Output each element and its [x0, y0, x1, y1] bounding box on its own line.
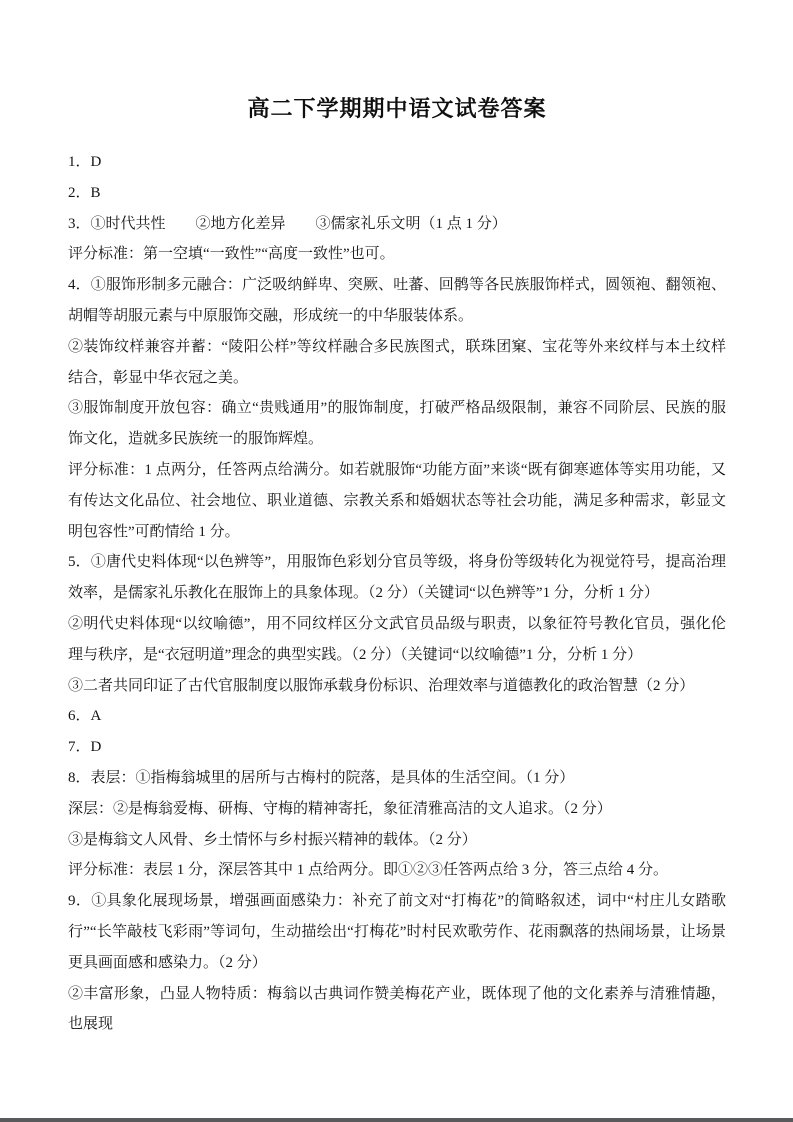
paragraph: 评分标准：第一空填“一致性”“高度一致性”也可。 [68, 246, 395, 263]
paragraph: 评分标准：表层 1 分，深层答其中 1 点给两分。即①②③任答两点给 3 分，答三点给 4 分。 [68, 862, 669, 879]
answer-sheet [68, 94, 726, 1040]
paragraph: 7．D [68, 739, 102, 756]
paragraph: 1．D [68, 154, 102, 170]
paragraph: ②丰富形象，凸显人物特质：梅翁以古典词作赞美梅花产业，既体现了他的文化素养与清雅情趣，也展现 [68, 985, 726, 1033]
bottom-edge-bar [0, 1118, 793, 1122]
paragraph: 评分标准：1 点两分，任答两点给满分。如若就服饰“功能方面”来谈“既有御寒遮体等实用功能，又有传达文化品位、社会地位、职业道德、宗教关系和婚姻状态等社会功能，满足多种需求，彰显文明包容性”可酌情给 1 分。 [68, 461, 726, 540]
paragraph: ③是梅翁文人风骨、乡土情怀与乡村振兴精神的载体。（2 分） [68, 831, 477, 848]
paragraph: ②明代史料体现“以纹喻德”，用不同纹样区分文武官员品级与职责，以象征符号教化官员，强化伦理与秩序，是“衣冠明道”理念的典型实践。（2 分）（关键词“以纹喻德”1 分，分析 1 分） [68, 615, 726, 663]
page-title: 高二下学期期中语文试卷答案 [247, 96, 547, 121]
paragraph: ③服饰制度开放包容：确立“贵贱通用”的服饰制度，打破严格品级限制，兼容不同阶层、民族的服饰文化，造就多民族统一的服饰辉煌。 [68, 400, 726, 448]
paragraph: 2．B [68, 184, 101, 201]
paragraph: 8．表层：①指梅翁城里的居所与古梅村的院落，是具体的生活空间。（1 分） [68, 769, 575, 786]
paragraph-list [68, 147, 726, 1040]
paragraph: 3．①时代共性 ②地方化差异 ③儒家礼乐文明（1 点 1 分） [68, 215, 507, 232]
paragraph: ③二者共同印证了古代官服制度以服饰承载身份标识、治理效率与道德教化的政治智慧（2 分） [68, 677, 695, 694]
paragraph: 5．①唐代史料体现“以色辨等”，用服饰色彩划分官员等级，将身份等级转化为视觉符号，提高治理效率，是儒家礼乐教化在服饰上的具象体现。（2 分）（关键词“以色辨等”1 分，分析 1 分） [68, 554, 726, 602]
paragraph: 深层：②是梅翁爱梅、研梅、守梅的精神寄托，象征清雅高洁的文人追求。（2 分） [68, 800, 612, 817]
paragraph: ②装饰纹样兼容并蓄：“陵阳公样”等纹样融合多民族图式，联珠团窠、宝花等外来纹样与本土纹样结合，彰显中华衣冠之美。 [68, 338, 726, 386]
paragraph: 4．①服饰形制多元融合：广泛吸纳鲜卑、突厥、吐蕃、回鹘等各民族服饰样式，圆领袍、翻领袍、胡帽等胡服元素与中原服饰交融，形成统一的中华服装体系。 [68, 277, 726, 324]
paragraph: 9．①具象化展现场景，增强画面感染力：补充了前文对“打梅花”的简略叙述，词中“村庄儿女踏歌行”“长竿敲枝飞彩雨”等词句，生动描绘出“打梅花”时村民欢歌劳作、花雨飘落的热闹场景，让场景更具画面感和感染力。（2 分） [68, 893, 726, 971]
paragraph: 6．A [68, 708, 102, 725]
